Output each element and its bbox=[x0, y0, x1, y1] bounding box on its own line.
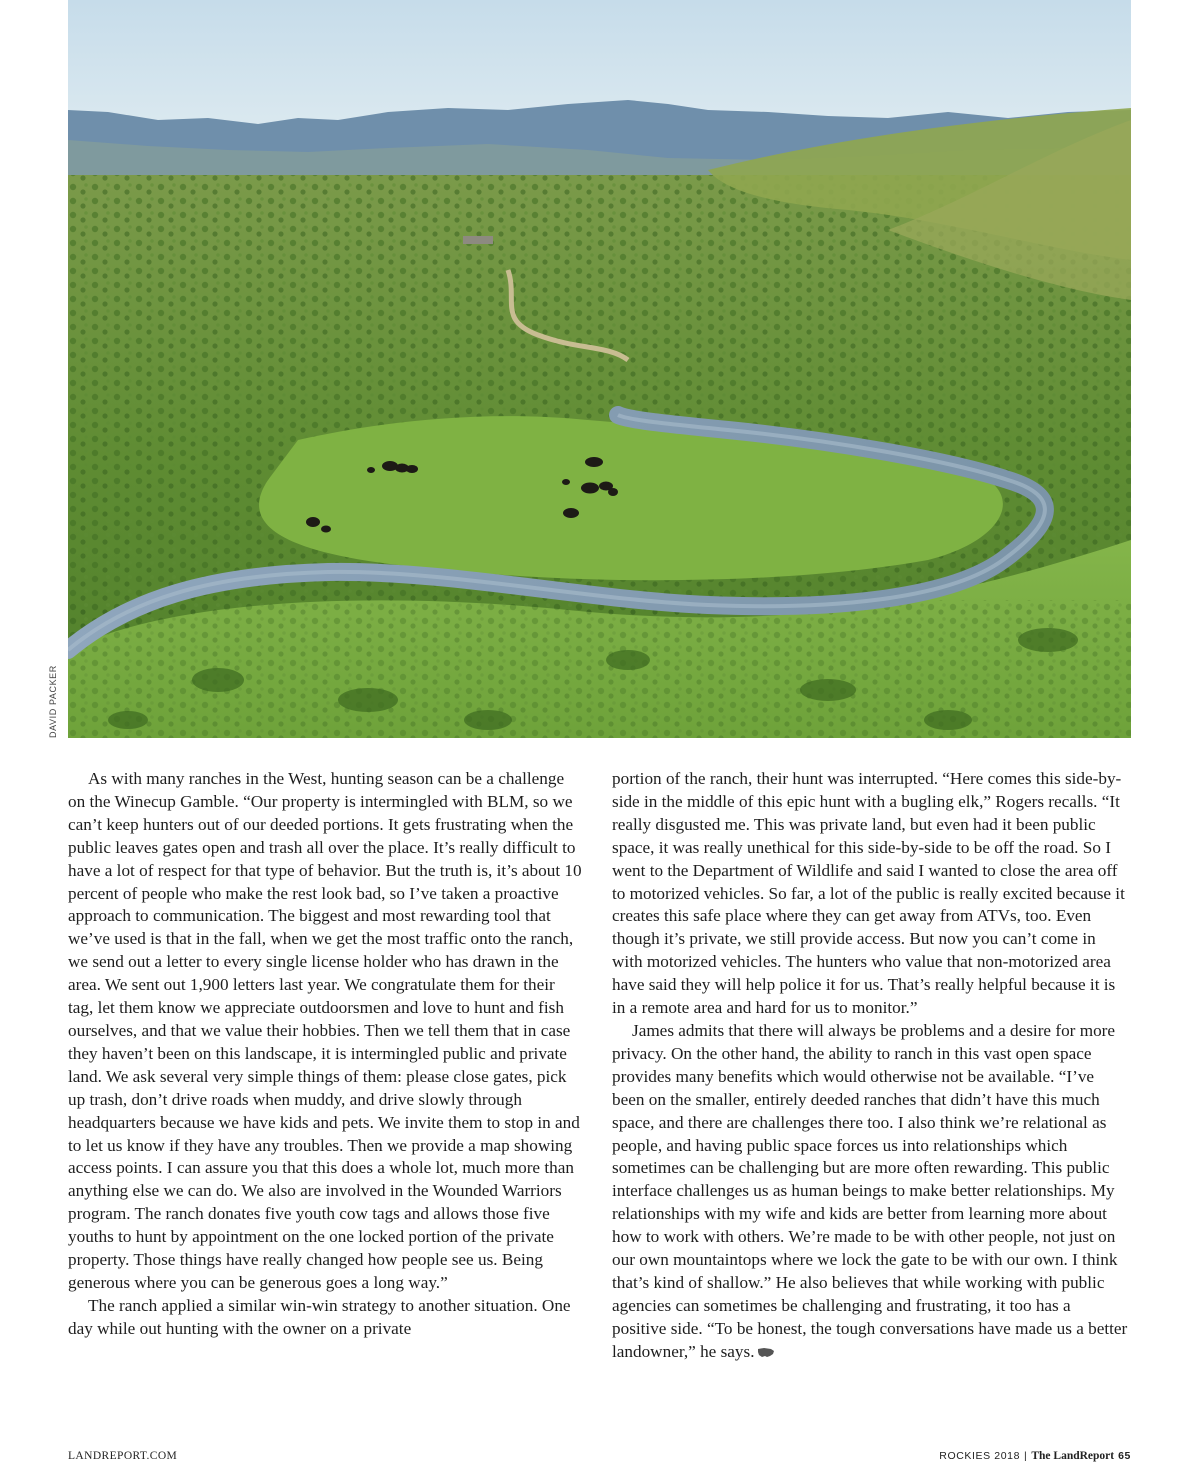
ranch-building bbox=[463, 236, 493, 244]
end-mark-usa-icon bbox=[757, 1347, 775, 1358]
footer-site: LANDREPORT.COM bbox=[68, 1450, 178, 1462]
footer-publication: The LandReport bbox=[1031, 1450, 1115, 1462]
article-paragraph: The ranch applied a similar win-win strategy to another situation. One day while out hunting with the owner on a private bbox=[68, 1295, 571, 1338]
footer-issue: ROCKIES 2018 bbox=[939, 1450, 1021, 1462]
article-column-left bbox=[68, 768, 584, 1341]
footer-folio bbox=[939, 1450, 1131, 1462]
landscape-image bbox=[68, 0, 1131, 738]
article-paragraph: portion of the ranch, their hunt was interrupted. “Here comes this side-by-side in the middle of this epic hunt with a bugling elk,” Rogers recalls. “It really disgusted me. This was private land, but even had it been public space, it was really unethical for this side-by-side to be off the road. So I went to the Department of Wildlife and said I wanted to close the area off to motorized vehicles. So far, a lot of the public is really excited because it creates this safe place where they can get away from ATVs, too. Even though it’s private, we still provide access. But now you can’t come in with motorized vehicles. The hunters who value that non-motorized area have said they will help police it for us. That’s really helpful because it is in a remote area and hard for us to monitor.” bbox=[612, 769, 1125, 1018]
page-number: 65 bbox=[1118, 1450, 1131, 1462]
article-paragraph: As with many ranches in the West, hunting season can be a challenge on the Winecup Gamble. “Our property is intermingled with BLM, so we can’t keep hunters out of our deeded portions. It gets frustrating when the public leaves gates open and trash all over the place. It’s really difficult to have a lot of respect for that type of behavior. But the truth is, it’s about 10 percent of people who make the rest look bad, so I’ve taken a proactive approach to communication. The biggest and most rewarding tool that we’ve used is that in the fall, when we get the most traffic onto the ranch, we send out a letter to every single license holder who has drawn in the area. We sent out 1,900 letters last year. We congratulate them for their tag, let them know we appreciate outdoorsmen and love to hunt and fish ourselves, and that we value their hobbies. Then we tell them that in case they haven’t been on this landscape, it is intermingled public and private land. We ask several very simple things of them: please close gates, pick up trash, don’t drive roads when muddy, and drive slowly through headquarters because we have kids and pets. We invite them to stop in and to let us know if they have any troubles. Then we provide a map showing access points. I can assure you that this does a whole lot, much more than anything else we can do. We also are involved in the Wounded Warriors program. The ranch donates five youth cow tags and allows those five youths to hunt by appointment on the one locked portion of the private property. Those things have really changed how people see us. Being generous where you can be generous goes a long way.” bbox=[68, 769, 582, 1292]
article-paragraph-text: James admits that there will always be problems and a desire for more privacy. On the other hand, the ability to ranch in this vast open space provides many benefits which would otherwise not be available. “I’ve been on the smaller, entirely deeded ranches that didn’t have this much space, and there are challenges there too. I also think we’re relational as people, and having public space forces us into relationships which sometimes can be challenging but are more often rewarding. This public interface challenges us as human beings to make better relationships. My relationships with my wife and kids are better from learning more about how to work with others. We’re made to be with other people, not just on our own mountaintops where we lock the gate to be with our own. I think that’s kind of shallow.” He also believes that while working with public agencies can sometimes be challenging and frustrating, it too has a positive side. “To be honest, the tough conversations have made us a better landowner,” he says. bbox=[612, 1020, 1128, 1361]
photo-credit: DAVID PACKER bbox=[48, 665, 58, 738]
hero-photo bbox=[68, 0, 1131, 738]
footer-separator: | bbox=[1024, 1450, 1028, 1462]
article-paragraph-final bbox=[612, 1020, 1128, 1364]
article-column-right bbox=[612, 768, 1128, 1364]
